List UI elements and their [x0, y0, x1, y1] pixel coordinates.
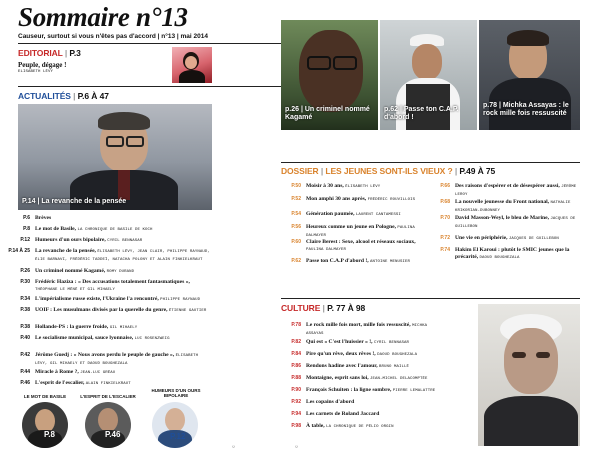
list-item: P.72 Une vie en périphérie, JACQUES DE GUILLEBON — [440, 235, 559, 241]
editorial-photo — [172, 47, 212, 83]
list-item: P.88 Montaigne, esprit sans loi, JEAN-MICHEL DELACOMPTÉE — [291, 375, 428, 381]
culture-photo — [478, 304, 580, 446]
editorial-author: ELISABETH LÉVY — [18, 70, 54, 74]
list-item: P.26 Un criminel nommé Kagamé, ROMY DURAND — [20, 268, 135, 274]
masthead-rule — [18, 43, 297, 44]
list-item: P.56 Heureux comme un jeune en Pologne, PAULINA DALMAYER — [291, 224, 415, 238]
list-item: P.50 Moisir à 30 ans, ÉLISABETH LÉVY — [291, 183, 381, 189]
culture-label: CULTURE — [281, 303, 321, 313]
list-item: P.14 À 25 La revanche de la pensée, ÉLISABETH LÉVY, JEAN CLAIR, PHILIPPE RAYNAUD, ÉLIE BARNAVI, FRÉDÉRIC TADDEÏ, NATACHA POLONY ET ALAIN FINKIELKRAUT — [8, 248, 210, 262]
list-item: P.52 Mon amphi 30 ans après, FRÉDÉRIC ROUVILLOIS — [291, 196, 416, 202]
top-photo-3-caption: p.78 | Michka Assayas : le rock mille fois ressuscité — [483, 102, 569, 117]
list-item: P.84 Pire qu'un rêve, deux rêves !, DAOUD BOUGHEZALA — [291, 351, 418, 357]
list-item: P.68 La nouvelle jeunesse du Front national, NATHALIE KRIKORIAN-DUBONNEY — [440, 199, 571, 213]
list-item: P.70 David Masson-Weyl, le bleu de Marine, JACQUES DE GUILLEBON — [440, 215, 576, 229]
list-item: P.82 Qui est « C'est l'huissier » !, CYRIL BENNASAR — [291, 339, 409, 345]
culture-pages: P. 77 À 98 — [327, 303, 366, 313]
editorial-label: EDITORIAL — [18, 48, 63, 58]
list-item: P.54 Génération paumée, LAURENT CANTAMESSI — [291, 211, 401, 217]
editorial-page: P.3 — [69, 48, 81, 58]
list-item: P.34 L'impérialisme russe existe, l'Ukraine l'a rencontré, PHILIPPE RAYNAUD — [20, 296, 201, 302]
list-item: P.46 L'esprit de l'escalier, ALAIN FINKIELKRAUT — [20, 380, 131, 386]
columnist-ring-label: LE MOT DE BASILE — [23, 394, 67, 399]
dossier-rule — [281, 162, 580, 163]
list-item: P.40 Le socialisme municipal, sauce lyonnaise, LUC ROSENZWEIG — [20, 335, 170, 341]
actualites-label: ACTUALITÉS — [18, 91, 71, 101]
list-item: P.38 UOIF : Les musulmans divisés par la querelle du genre, ÉTIENNE GAUTIER — [20, 307, 207, 313]
culture-heading: CULTURE | P. 77 À 98 — [281, 303, 366, 313]
editorial-headline: Peuple, dégage ! — [18, 61, 67, 69]
dossier-heading: DOSSIER | LES JEUNES SONT-ILS VIEUX ? | P.49 À 75 — [281, 166, 496, 176]
list-item: P.8 Le mot de Basile, LA CHRONIQUE DE BASILE DE KOCH — [23, 226, 153, 232]
list-item: P.62 Passe ton C.A.P d'abord !, ANTOINE MENUSIER — [291, 258, 411, 264]
list-item: P.30 Frédéric Haziza : « Des accusations totalement fantasmatiques », THÉOPHANE LE MÉNÉ ET GIL MIHAELY — [20, 279, 190, 292]
columnist-avatar: P.46 — [85, 402, 131, 448]
dossier-pages: P.49 À 75 — [459, 166, 496, 176]
dossier-title: LES JEUNES SONT-ILS VIEUX ? — [325, 166, 453, 176]
dossier-label: DOSSIER — [281, 166, 319, 176]
actualites-main-photo — [18, 104, 212, 210]
top-photo-2-caption: p.62 | Passe ton C.A.P. d'abord ! — [384, 106, 459, 121]
list-item: P.44 Miracle à Rome ?, JEAN-LUC GRÉAU — [20, 369, 116, 375]
top-photo-1-caption: p.26 | Un criminel nommé Kagamé — [285, 106, 370, 121]
list-item: P.6 Brèves — [23, 215, 52, 221]
list-item: P.12 Humeurs d'un ours bipolaire, CYRIL BENNASAR — [20, 237, 143, 243]
editorial-heading: EDITORIAL | P.3 — [18, 48, 81, 58]
list-item: P.42 Jérôme Guedj : « Nous avons perdu le peuple de gauche », ÉLISABETH LÉVY, GIL MIHAELY ET DAOUD BOUGHEZALA — [20, 352, 199, 366]
columnist-avatar: P.8 — [22, 402, 68, 448]
actualites-heading: ACTUALITÉS | P.6 À 47 — [18, 91, 109, 101]
list-item: P.74 Hakim El Karoui : plutôt le SMIC jeunes que la précarité, DAOUD BOUGHEZALA — [440, 247, 570, 260]
gutter-credit: © — [232, 445, 236, 448]
list-item: P.94 Les carnets de Roland Jaccard — [291, 411, 380, 417]
list-item: P.78 Le rock mille fois mort, mille fois ressuscité, MICHKA ASSAYAS — [291, 322, 428, 336]
page-title: Sommaire n°13 — [18, 2, 188, 32]
list-item: P.38 Hollande-PS : la guerre froide, GIL MIHAELY — [20, 324, 138, 330]
actualites-pages: P.6 À 47 — [77, 91, 109, 101]
list-item: P.60 Claire Berest : Sexe, alcool et réseaux sociaux, PAULINA DALMAYER — [291, 239, 416, 252]
actualites-main-caption: P.14 | La revanche de la pensée — [22, 198, 127, 205]
culture-rule — [281, 298, 580, 299]
gutter-credit: © — [295, 445, 299, 448]
list-item: P.98 À table, LA CHRONIQUE DE PÉLIO ORGIN — [291, 423, 394, 429]
list-item: P.90 François Schuiten : la ligne sombre, PIERRE LEMALATTRE — [291, 387, 436, 393]
masthead-subtitle: Causeur, surtout si vous n'êtes pas d'accord | n°13 | mai 2014 — [18, 33, 208, 40]
columnist-ring-label: HUMEURS D'UN OURS BIPOLAIRE — [151, 388, 201, 398]
columnist-ring-label: L'ESPRIT DE L'ESCALIER — [80, 394, 136, 399]
list-item: P.86 Rendons hadine avec l'amour, BRUNO MAILLÉ — [291, 363, 410, 369]
list-item: P.92 Les copains d'abord — [291, 399, 355, 405]
list-item: P.66 Des raisons d'espérer et de désespérer aussi, JÉRÔME LEROY — [440, 183, 577, 197]
columnist-avatar: P.12 — [152, 402, 198, 448]
editorial-rule — [18, 86, 297, 87]
